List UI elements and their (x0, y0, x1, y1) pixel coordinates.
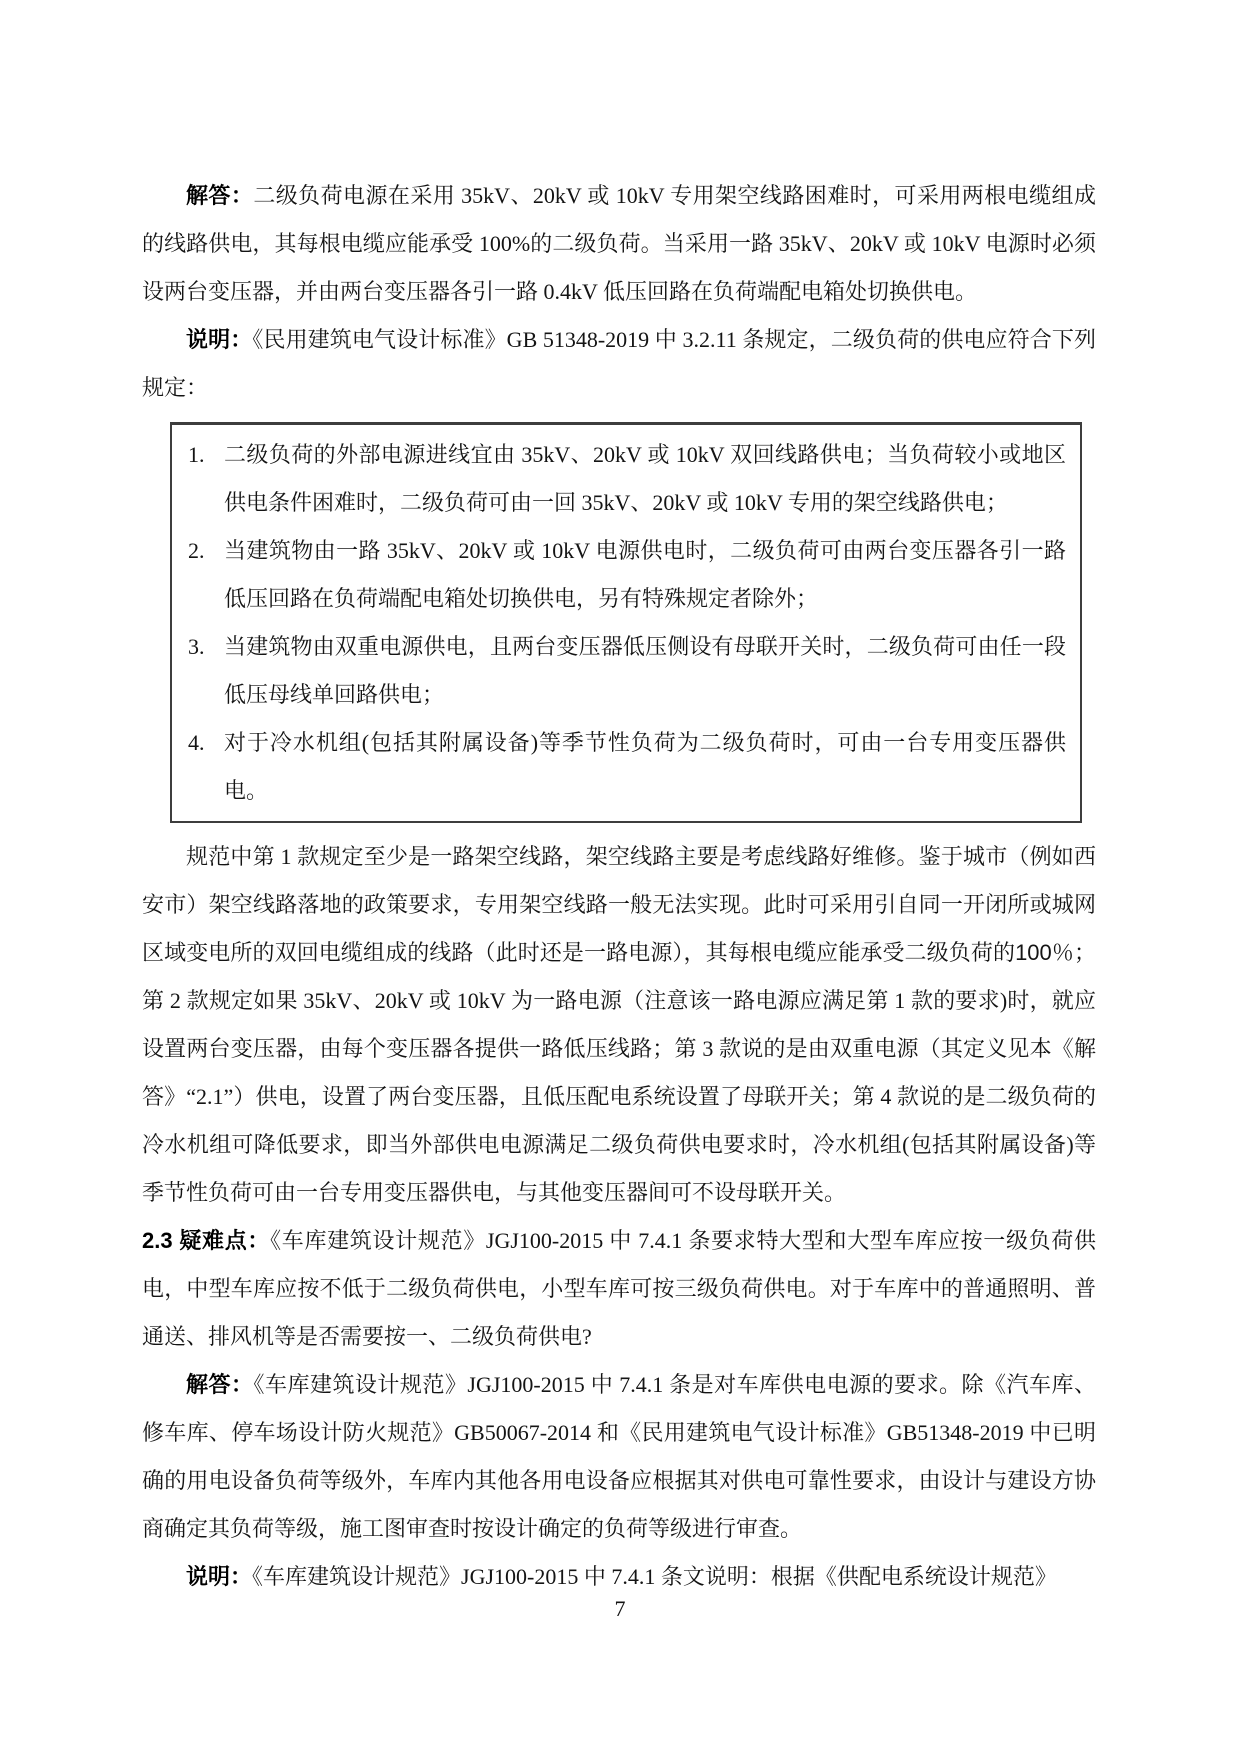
paragraph-issue-2-3 (142, 1217, 1096, 1361)
page-number: 7 (614, 1596, 626, 1621)
note-label-2: 说明： (186, 1564, 253, 1589)
regulation-item-text: 当建筑物由双重电源供电，且两台变压器低压侧设有母联开关时，二级负荷可由任一段低压母线单回路供电； (224, 634, 1066, 707)
regulation-item-text: 二级负荷的外部电源进线宜由 35kV、20kV 或 10kV 双回线路供电；当负荷较小或地区供电条件困难时，二级负荷可由一回 35kV、20kV 或 10kV 专用的架空线路供电； (224, 442, 1066, 515)
regulation-box (170, 422, 1082, 823)
issue-text-2-3: 《车库建筑设计规范》JGJ100-2015 中 7.4.1 条要求特大型和大型车库应按一级负荷供电，中型车库应按不低于二级负荷供电，小型车库可按三级负荷供电。对于车库中的普通照明、普通送、排风机等是否需要按一、二级负荷供电? (142, 1228, 1096, 1349)
analysis-percent-value: 100％ (1015, 940, 1074, 965)
document-body (142, 172, 1096, 1601)
regulation-item (182, 623, 1066, 719)
issue-label-2-3: 2.3 疑难点： (142, 1228, 271, 1253)
regulation-item (182, 719, 1066, 815)
answer-text-2: 《车库建筑设计规范》JGJ100-2015 中 7.4.1 条是对车库供电电源的要求。除《汽车库、修车库、停车场设计防火规范》GB50067-2014 和《民用建筑电气设计标准》GB51348-2019 中已明确的用电设备负荷等级外，车库内其他各用电设备应根据其对供电可靠性要求，由设计与建设方协商确定其负荷等级，施工图审查时按设计确定的负荷等级进行审查。 (142, 1372, 1096, 1541)
regulation-item-text: 当建筑物由一路 35kV、20kV 或 10kV 电源供电时，二级负荷可由两台变压器各引一路低压回路在负荷端配电箱处切换供电，另有特殊规定者除外； (224, 538, 1066, 611)
regulation-list (182, 431, 1066, 815)
note-text-1: 《民用建筑电气设计标准》GB 51348-2019 中 3.2.11 条规定，二级负荷的供电应符合下列规定： (142, 327, 1096, 400)
paragraph-note-1 (142, 316, 1096, 412)
regulation-item-number: 2. (188, 538, 205, 563)
answer-label-1: 解答： (186, 183, 254, 208)
regulation-item-text: 对于冷水机组(包括其附属设备)等季节性负荷为二级负荷时，可由一台专用变压器供电。 (224, 730, 1066, 803)
answer-text-1: 二级负荷电源在采用 35kV、20kV 或 10kV 专用架空线路困难时，可采用两根电缆组成的线路供电，其每根电缆应能承受 100%的二级负荷。当采用一路 35kV、20kV 或 10kV 电源时必须设两台变压器，并由两台变压器各引一路 0.4kV 低压回路在负荷端配电箱处切换供电。 (142, 183, 1096, 304)
analysis-text-2: ；第 2 款规定如果 35kV、20kV 或 10kV 为一路电源（注意该一路电源应满足第 1 款的要求)时，就应设置两台变压器，由每个变压器各提供一路低压线路；第 3 款说的是由双重电源（其定义见本《解答》“2.1”）供电，设置了两台变压器，且低压配电系统设置了母联开关；第 4 款说的是二级负荷的冷水机组可降低要求，即当外部供电电源满足二级负荷供电要求时，冷水机组(包括其附属设备)等季节性负荷可由一台专用变压器供电，与其他变压器间可不设母联开关。 (142, 940, 1096, 1205)
paragraph-answer-1 (142, 172, 1096, 316)
regulation-item-number: 1. (188, 442, 205, 467)
paragraph-analysis (142, 833, 1096, 1217)
regulation-item-number: 4. (188, 730, 205, 755)
answer-label-2: 解答： (186, 1372, 254, 1397)
paragraph-answer-2 (142, 1361, 1096, 1553)
note-label-1: 说明： (186, 327, 253, 352)
regulation-item (182, 527, 1066, 623)
regulation-item-number: 3. (188, 634, 205, 659)
analysis-text-1: 规范中第 1 款规定至少是一路架空线路，架空线路主要是考虑线路好维修。鉴于城市（例如西安市）架空线路落地的政策要求，专用架空线路一般无法实现。此时可采用引自同一开闭所或城网区域变电所的双回电缆组成的线路（此时还是一路电源），其每根电缆应能承受二级负荷的 (142, 844, 1096, 965)
regulation-item (182, 431, 1066, 527)
note-text-2: 《车库建筑设计规范》JGJ100-2015 中 7.4.1 条文说明：根据《供配电系统设计规范》 (252, 1564, 1057, 1589)
